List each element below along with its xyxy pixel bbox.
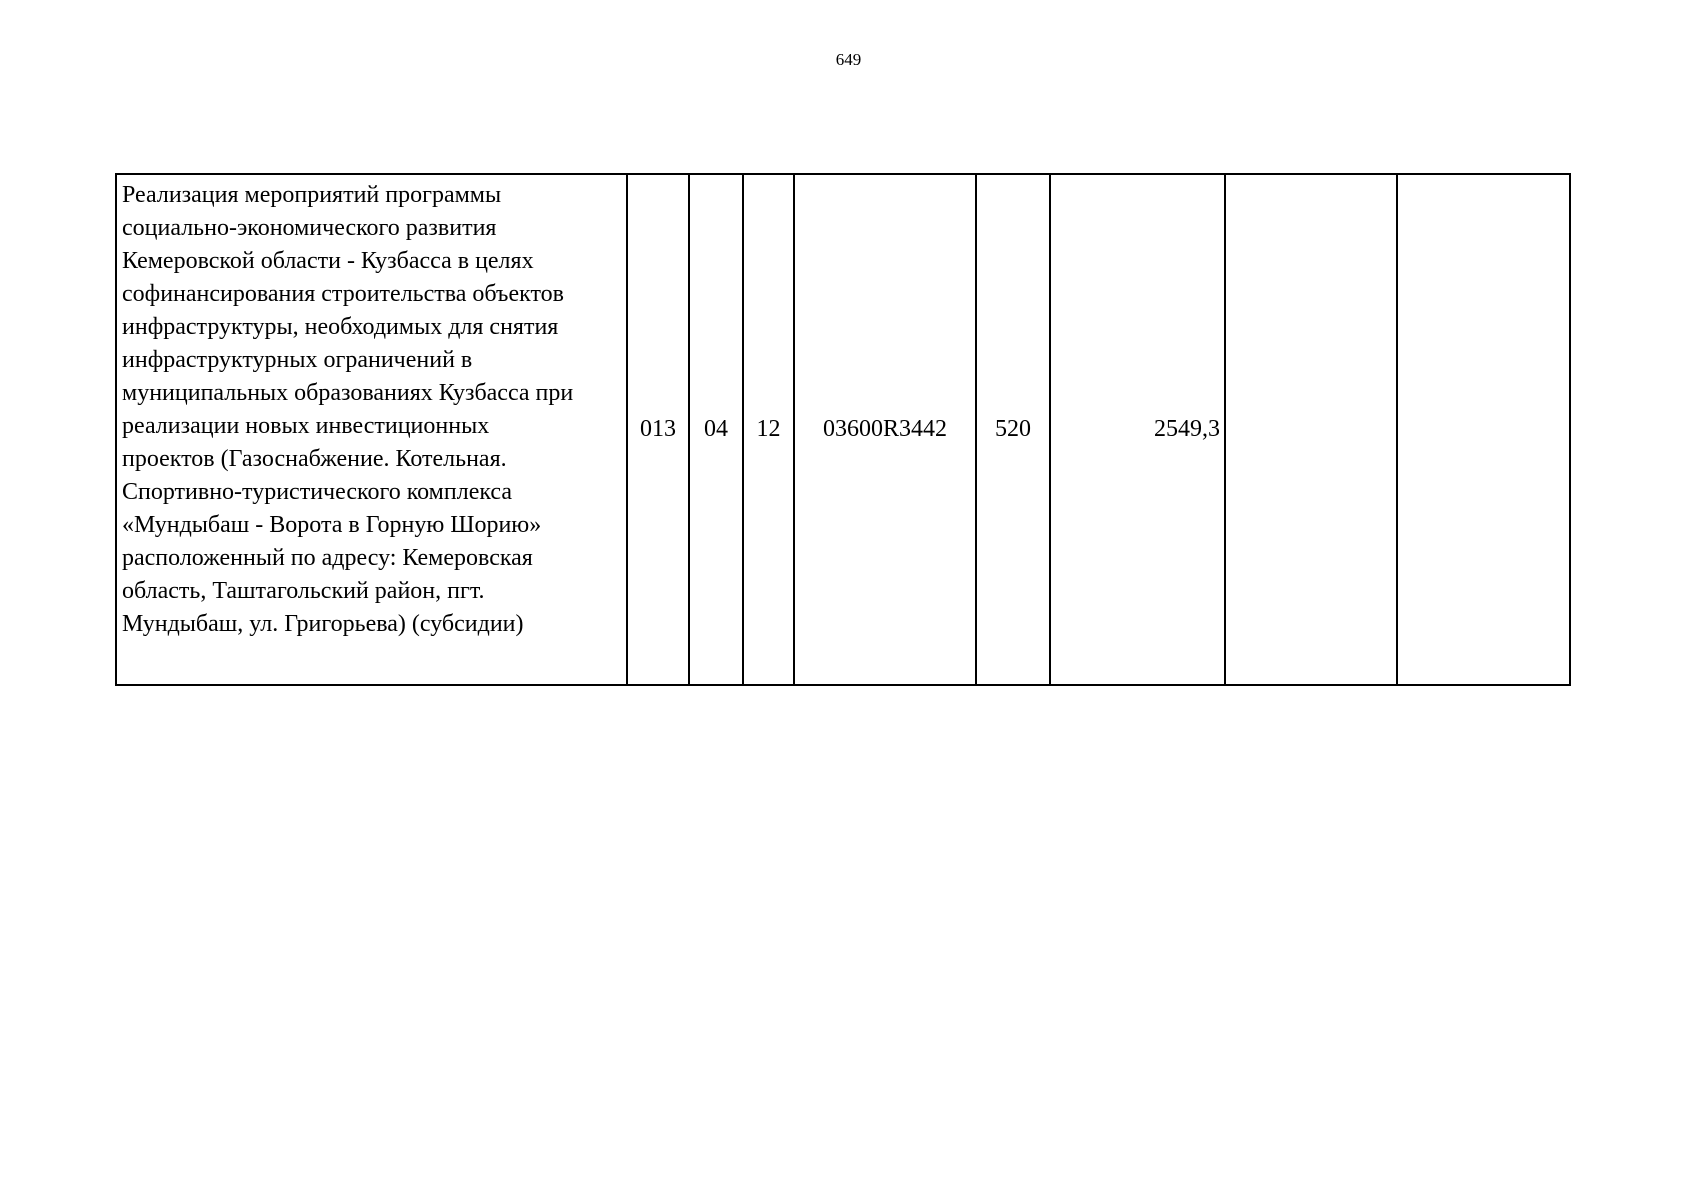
section-cell: 04 <box>689 174 743 685</box>
table-row <box>116 174 1570 685</box>
amount-cell-1: 2549,3 <box>1050 174 1225 685</box>
page-number: 649 <box>835 50 862 69</box>
amount-cell-2 <box>1225 174 1397 685</box>
expense-type-cell: 520 <box>976 174 1050 685</box>
budget-table <box>115 173 1571 686</box>
amount-cell-3 <box>1397 174 1570 685</box>
target-article-cell: 03600R3442 <box>794 174 976 685</box>
ministry-code-cell: 013 <box>627 174 689 685</box>
description-cell: Реализация мероприятий программы социально-экономического развития Кемеровской области - Кузбасса в целях софинансирования строительства объектов инфраструктуры, необходимых для снятия инфраструктурных ограничений в муниципальных образованиях Кузбасса при реализации новых инвестиционных проектов (Газоснабжение. Котельная. Спортивно-туристического комплекса «Мундыбаш - Ворота в Горную Шорию» расположенный по адресу: Кемеровская область, Таштагольский район, пгт. Мундыбаш, ул. Григорьева) (субсидии) <box>116 174 627 685</box>
subsection-cell: 12 <box>743 174 794 685</box>
